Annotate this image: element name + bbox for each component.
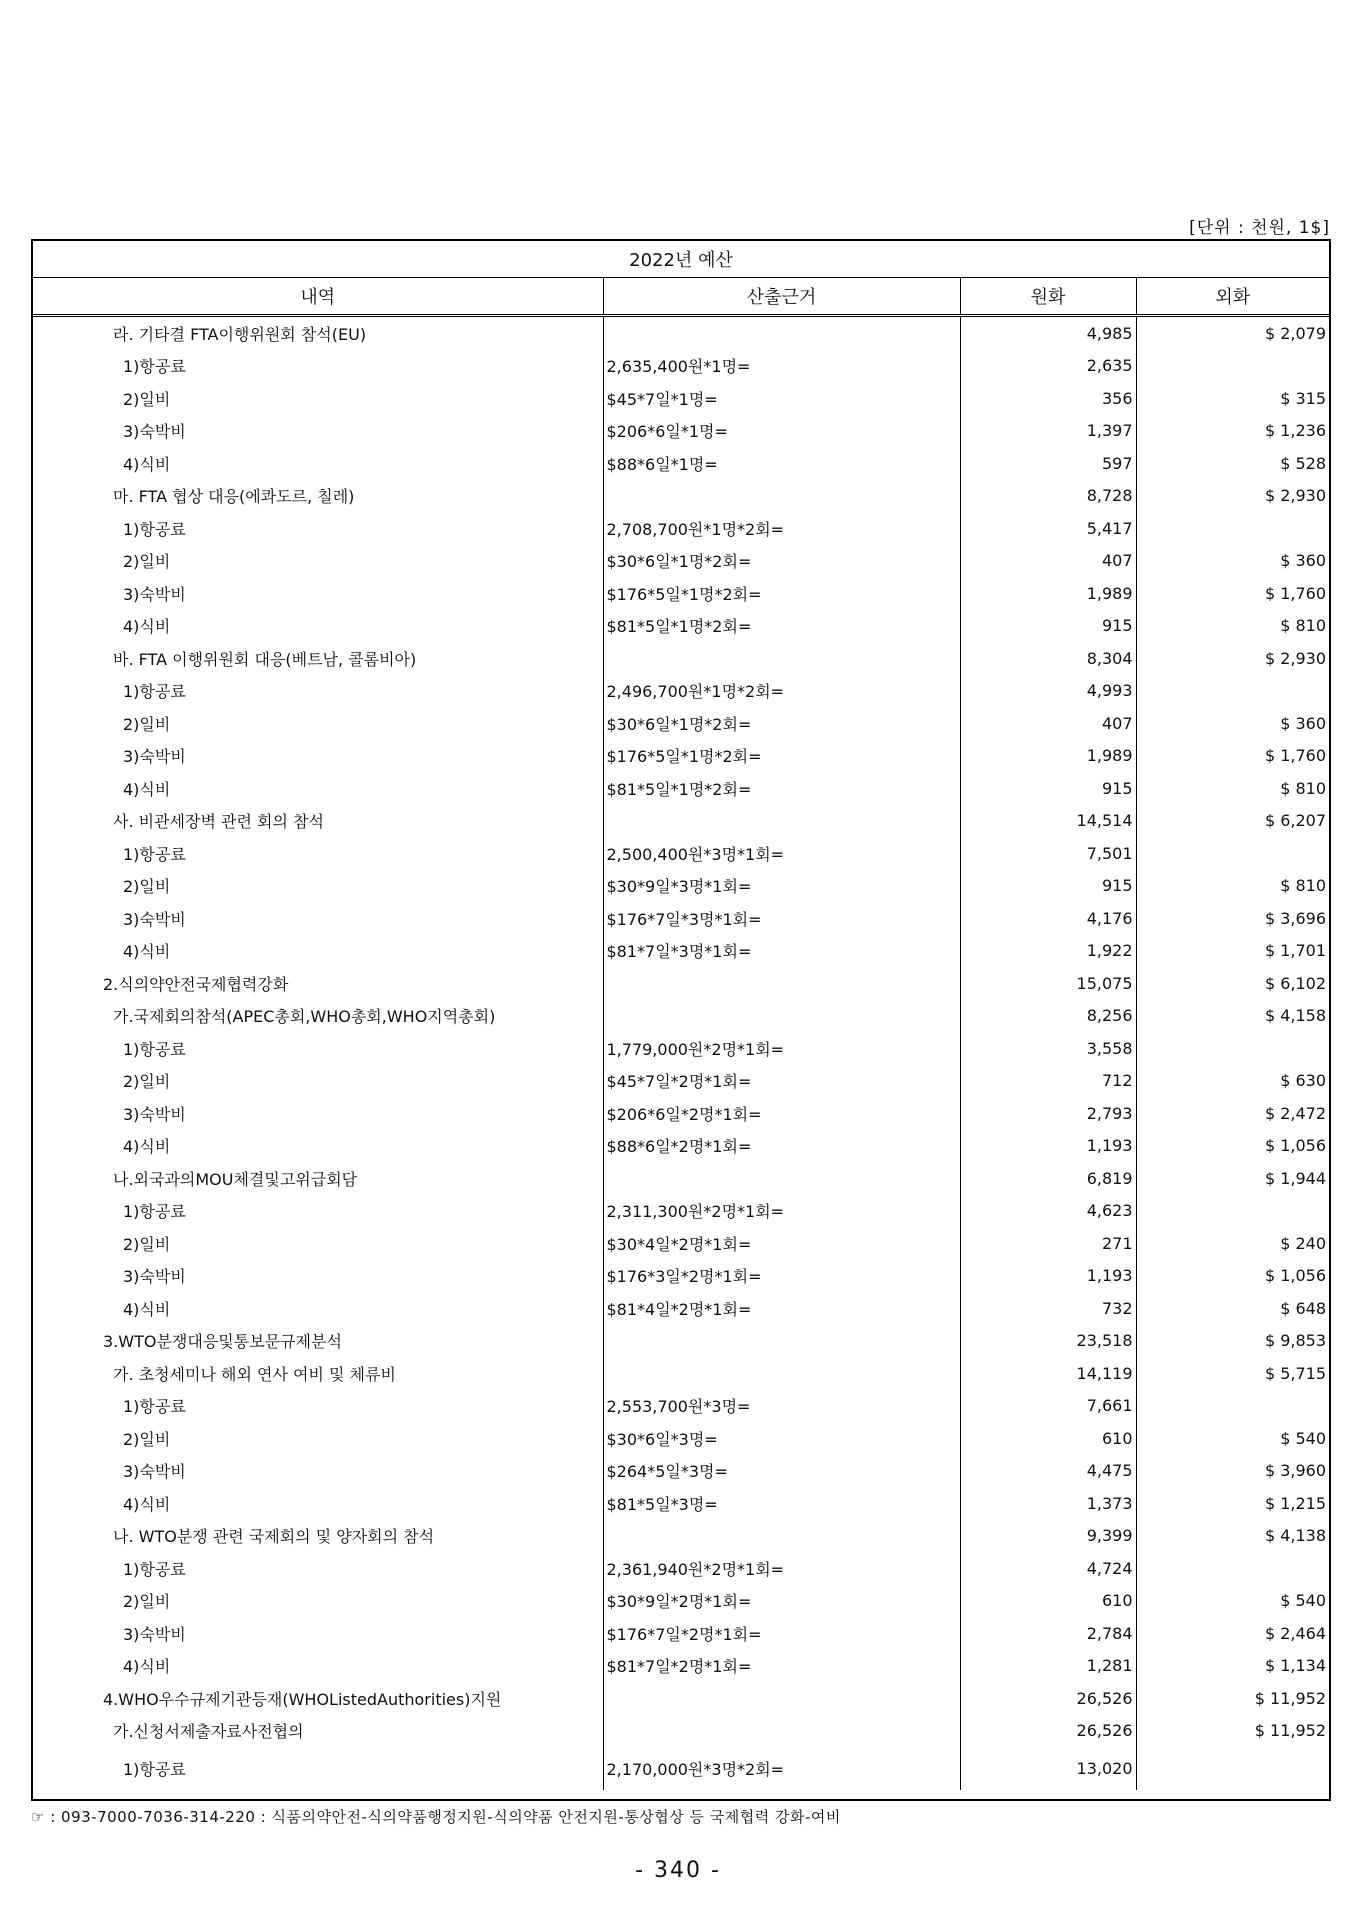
row-krw: 4,475 xyxy=(960,1455,1136,1488)
row-desc: 2)일비 xyxy=(123,552,171,572)
row-desc: 3)숙박비 xyxy=(123,1267,186,1287)
row-desc: 4)식비 xyxy=(123,454,171,474)
row-desc: 3.WTO분쟁대응및통보문규제분석 xyxy=(103,1332,342,1352)
row-basis: 2,500,400원*3명*1회= xyxy=(603,837,960,870)
row-fx: $ 1,944 xyxy=(1136,1162,1329,1195)
table-row xyxy=(33,1390,1329,1423)
row-desc: 2)일비 xyxy=(123,714,171,734)
table-row xyxy=(33,1455,1329,1488)
table-row xyxy=(33,1065,1329,1098)
row-desc: 라. 기타결 FTA이행위원회 참석(EU) xyxy=(113,324,367,344)
row-fx: $ 540 xyxy=(1136,1585,1329,1618)
row-krw: 407 xyxy=(960,545,1136,578)
row-desc: 1)항공료 xyxy=(123,844,186,864)
row-fx: $ 2,464 xyxy=(1136,1617,1329,1650)
row-krw: 23,518 xyxy=(960,1325,1136,1358)
table-row xyxy=(33,642,1329,675)
row-krw: 7,661 xyxy=(960,1390,1136,1423)
row-desc: 나. WTO분쟁 관련 국제회의 및 양자회의 참석 xyxy=(113,1527,435,1547)
row-basis: $81*7일*2명*1회= xyxy=(603,1650,960,1683)
row-fx: $ 648 xyxy=(1136,1292,1329,1325)
table-row xyxy=(33,1000,1329,1033)
row-fx: $ 360 xyxy=(1136,707,1329,740)
row-krw: 14,119 xyxy=(960,1357,1136,1390)
row-desc: 1)항공료 xyxy=(123,1760,186,1779)
row-fx: $ 528 xyxy=(1136,447,1329,480)
row-basis xyxy=(603,1682,960,1715)
row-desc: 1)항공료 xyxy=(123,682,186,702)
row-fx: $ 810 xyxy=(1136,870,1329,903)
unit-label: [단위 : 천원, 1$] xyxy=(1189,218,1330,238)
table-row xyxy=(33,1162,1329,1195)
row-krw: 915 xyxy=(960,772,1136,805)
row-basis xyxy=(603,1000,960,1033)
table-row xyxy=(33,1682,1329,1715)
row-krw: 8,304 xyxy=(960,642,1136,675)
row-desc: 나.외국과의MOU체결및고위급회담 xyxy=(113,1169,358,1189)
column-header-basis: 산출근거 xyxy=(603,278,960,316)
row-krw: 1,989 xyxy=(960,577,1136,610)
row-basis: 2,311,300원*2명*1회= xyxy=(603,1195,960,1228)
row-basis: $30*9일*2명*1회= xyxy=(603,1585,960,1618)
row-fx xyxy=(1136,350,1329,383)
table-row xyxy=(33,545,1329,578)
table-row xyxy=(33,1357,1329,1390)
row-desc: 3)숙박비 xyxy=(123,584,186,604)
table-row xyxy=(33,316,1329,350)
row-basis: $81*7일*3명*1회= xyxy=(603,935,960,968)
row-fx: $ 1,056 xyxy=(1136,1130,1329,1163)
row-desc: 2)일비 xyxy=(123,1072,171,1092)
row-basis: $30*9일*3명*1회= xyxy=(603,870,960,903)
row-desc: 4)식비 xyxy=(123,1657,171,1677)
row-fx: $ 2,079 xyxy=(1136,316,1329,350)
table-row xyxy=(33,935,1329,968)
row-desc: 1)항공료 xyxy=(123,1397,186,1417)
table-row xyxy=(33,707,1329,740)
row-basis: $176*3일*2명*1회= xyxy=(603,1260,960,1293)
row-desc: 4)식비 xyxy=(123,779,171,799)
row-fx: $ 2,930 xyxy=(1136,642,1329,675)
table-row xyxy=(33,1747,1329,1790)
row-fx: $ 2,930 xyxy=(1136,480,1329,513)
row-desc: 마. FTA 협상 대응(에콰도르, 칠레) xyxy=(113,487,355,507)
row-fx: $ 1,760 xyxy=(1136,577,1329,610)
row-krw: 4,724 xyxy=(960,1552,1136,1585)
row-fx: $ 810 xyxy=(1136,772,1329,805)
budget-table-frame xyxy=(31,239,1331,1801)
row-fx xyxy=(1136,837,1329,870)
row-basis: $264*5일*3명= xyxy=(603,1455,960,1488)
row-krw: 8,728 xyxy=(960,480,1136,513)
row-fx xyxy=(1136,512,1329,545)
row-krw: 1,989 xyxy=(960,740,1136,773)
row-basis: $45*7일*2명*1회= xyxy=(603,1065,960,1098)
column-header-desc: 내역 xyxy=(33,278,603,316)
row-basis: $81*5일*3명= xyxy=(603,1487,960,1520)
row-fx: $ 4,138 xyxy=(1136,1520,1329,1553)
row-desc: 3)숙박비 xyxy=(123,747,186,767)
table-row xyxy=(33,1715,1329,1748)
row-basis: $88*6일*1명= xyxy=(603,447,960,480)
footnote: ☞ : 093-7000-7036-314-220 : 식품의약안전-식의약품행정지원-식의약품 안전지원-통상협상 등 국제협력 강화-여비 xyxy=(31,1808,841,1826)
table-row xyxy=(33,772,1329,805)
row-basis: 2,708,700원*1명*2회= xyxy=(603,512,960,545)
row-basis: $81*4일*2명*1회= xyxy=(603,1292,960,1325)
table-row xyxy=(33,1422,1329,1455)
page-number: - 340 - xyxy=(635,1858,721,1883)
row-fx xyxy=(1136,1390,1329,1423)
row-desc: 4)식비 xyxy=(123,617,171,637)
row-fx xyxy=(1136,1747,1329,1790)
table-row xyxy=(33,1520,1329,1553)
row-fx: $ 540 xyxy=(1136,1422,1329,1455)
row-krw: 7,501 xyxy=(960,837,1136,870)
row-basis xyxy=(603,316,960,350)
table-row xyxy=(33,447,1329,480)
row-krw: 712 xyxy=(960,1065,1136,1098)
table-row xyxy=(33,1487,1329,1520)
row-basis: 2,553,700원*3명= xyxy=(603,1390,960,1423)
table-row xyxy=(33,870,1329,903)
row-krw: 356 xyxy=(960,382,1136,415)
table-row xyxy=(33,967,1329,1000)
table-row xyxy=(33,1195,1329,1228)
row-desc: 1)항공료 xyxy=(123,1039,186,1059)
table-row xyxy=(33,740,1329,773)
row-basis: $176*5일*1명*2회= xyxy=(603,577,960,610)
row-basis: 2,496,700원*1명*2회= xyxy=(603,675,960,708)
row-basis: 2,635,400원*1명= xyxy=(603,350,960,383)
row-fx: $ 1,760 xyxy=(1136,740,1329,773)
row-fx: $ 810 xyxy=(1136,610,1329,643)
row-basis: $176*5일*1명*2회= xyxy=(603,740,960,773)
table-row xyxy=(33,1617,1329,1650)
row-fx: $ 11,952 xyxy=(1136,1682,1329,1715)
row-krw: 9,399 xyxy=(960,1520,1136,1553)
table-body xyxy=(33,316,1329,1791)
row-desc: 4)식비 xyxy=(123,1137,171,1157)
table-row xyxy=(33,902,1329,935)
row-fx: $ 3,960 xyxy=(1136,1455,1329,1488)
table-row xyxy=(33,382,1329,415)
row-basis: $45*7일*1명= xyxy=(603,382,960,415)
row-krw: 2,793 xyxy=(960,1097,1136,1130)
row-basis: $81*5일*1명*2회= xyxy=(603,610,960,643)
row-krw: 610 xyxy=(960,1585,1136,1618)
row-desc: 가.국제회의참석(APEC총회,WHO총회,WHO지역총회) xyxy=(113,1007,496,1027)
row-basis xyxy=(603,1715,960,1748)
row-desc: 1)항공료 xyxy=(123,1559,186,1579)
table-row xyxy=(33,350,1329,383)
row-fx: $ 1,134 xyxy=(1136,1650,1329,1683)
budget-title-header: 2022년 예산 xyxy=(33,241,1329,278)
row-basis: $30*6일*1명*2회= xyxy=(603,545,960,578)
table-row xyxy=(33,805,1329,838)
row-krw: 1,193 xyxy=(960,1260,1136,1293)
row-basis: 1,779,000원*2명*1회= xyxy=(603,1032,960,1065)
row-desc: 3)숙박비 xyxy=(123,909,186,929)
row-desc: 3)숙박비 xyxy=(123,1104,186,1124)
row-fx: $ 3,696 xyxy=(1136,902,1329,935)
row-krw: 271 xyxy=(960,1227,1136,1260)
table-row xyxy=(33,1227,1329,1260)
row-desc: 2)일비 xyxy=(123,877,171,897)
row-fx: $ 11,952 xyxy=(1136,1715,1329,1748)
row-krw: 1,281 xyxy=(960,1650,1136,1683)
row-desc: 가. 초청세미나 해외 연사 여비 및 체류비 xyxy=(113,1364,396,1384)
row-basis xyxy=(603,967,960,1000)
table-row xyxy=(33,1130,1329,1163)
row-desc: 4)식비 xyxy=(123,1494,171,1514)
row-krw: 1,397 xyxy=(960,415,1136,448)
table-row xyxy=(33,480,1329,513)
row-krw: 4,623 xyxy=(960,1195,1136,1228)
row-desc: 2)일비 xyxy=(123,389,171,409)
row-desc: 4)식비 xyxy=(123,942,171,962)
table-row xyxy=(33,1585,1329,1618)
row-basis: $176*7일*3명*1회= xyxy=(603,902,960,935)
table-row xyxy=(33,1032,1329,1065)
table-row xyxy=(33,1097,1329,1130)
table-row xyxy=(33,837,1329,870)
row-fx: $ 9,853 xyxy=(1136,1325,1329,1358)
row-basis xyxy=(603,1325,960,1358)
table-row xyxy=(33,1552,1329,1585)
row-desc: 1)항공료 xyxy=(123,357,186,377)
row-fx xyxy=(1136,1552,1329,1585)
row-desc: 3)숙박비 xyxy=(123,1462,186,1482)
column-header-fx: 외화 xyxy=(1136,278,1329,316)
row-fx: $ 5,715 xyxy=(1136,1357,1329,1390)
row-fx: $ 6,207 xyxy=(1136,805,1329,838)
row-krw: 15,075 xyxy=(960,967,1136,1000)
row-krw: 26,526 xyxy=(960,1682,1136,1715)
row-krw: 26,526 xyxy=(960,1715,1136,1748)
row-basis: $206*6일*1명= xyxy=(603,415,960,448)
row-fx: $ 315 xyxy=(1136,382,1329,415)
row-desc: 2)일비 xyxy=(123,1429,171,1449)
row-krw: 8,256 xyxy=(960,1000,1136,1033)
row-krw: 610 xyxy=(960,1422,1136,1455)
row-basis xyxy=(603,1357,960,1390)
table-row xyxy=(33,1650,1329,1683)
row-krw: 3,558 xyxy=(960,1032,1136,1065)
row-krw: 6,819 xyxy=(960,1162,1136,1195)
row-krw: 14,514 xyxy=(960,805,1136,838)
row-desc: 바. FTA 이행위원회 대응(베트남, 콜롬비아) xyxy=(113,649,417,669)
row-desc: 2.식의약안전국제협력강화 xyxy=(103,974,289,994)
table-row xyxy=(33,675,1329,708)
row-basis: $30*4일*2명*1회= xyxy=(603,1227,960,1260)
table-row xyxy=(33,1260,1329,1293)
row-desc: 2)일비 xyxy=(123,1592,171,1612)
table-row xyxy=(33,1292,1329,1325)
row-fx xyxy=(1136,675,1329,708)
row-desc: 1)항공료 xyxy=(123,519,186,539)
row-krw: 732 xyxy=(960,1292,1136,1325)
row-krw: 597 xyxy=(960,447,1136,480)
budget-table xyxy=(33,241,1329,1790)
row-basis xyxy=(603,1520,960,1553)
row-krw: 4,985 xyxy=(960,316,1136,350)
row-basis: $176*7일*2명*1회= xyxy=(603,1617,960,1650)
row-krw: 1,373 xyxy=(960,1487,1136,1520)
row-fx: $ 1,236 xyxy=(1136,415,1329,448)
row-basis: 2,170,000원*3명*2회= xyxy=(603,1747,960,1790)
row-basis: $30*6일*3명= xyxy=(603,1422,960,1455)
row-krw: 1,193 xyxy=(960,1130,1136,1163)
row-fx: $ 360 xyxy=(1136,545,1329,578)
row-fx: $ 2,472 xyxy=(1136,1097,1329,1130)
row-krw: 915 xyxy=(960,610,1136,643)
row-krw: 4,176 xyxy=(960,902,1136,935)
row-fx xyxy=(1136,1195,1329,1228)
row-basis: 2,361,940원*2명*1회= xyxy=(603,1552,960,1585)
table-row xyxy=(33,415,1329,448)
row-basis: $88*6일*2명*1회= xyxy=(603,1130,960,1163)
row-basis: $206*6일*2명*1회= xyxy=(603,1097,960,1130)
table-row xyxy=(33,577,1329,610)
row-fx: $ 1,701 xyxy=(1136,935,1329,968)
row-fx: $ 630 xyxy=(1136,1065,1329,1098)
row-krw: 407 xyxy=(960,707,1136,740)
row-fx: $ 1,215 xyxy=(1136,1487,1329,1520)
row-fx xyxy=(1136,1032,1329,1065)
row-krw: 915 xyxy=(960,870,1136,903)
row-krw: 2,635 xyxy=(960,350,1136,383)
row-krw: 4,993 xyxy=(960,675,1136,708)
row-desc: 가.신청서제출자료사전협의 xyxy=(113,1722,304,1742)
row-krw: 5,417 xyxy=(960,512,1136,545)
row-krw: 13,020 xyxy=(960,1747,1136,1790)
column-header-krw: 원화 xyxy=(960,278,1136,316)
row-basis xyxy=(603,1162,960,1195)
row-desc: 3)숙박비 xyxy=(123,1624,186,1644)
table-row xyxy=(33,512,1329,545)
table-row xyxy=(33,610,1329,643)
row-desc: 4.WHO우수규제기관등재(WHOListedAuthorities)지원 xyxy=(103,1689,502,1709)
row-basis: $81*5일*1명*2회= xyxy=(603,772,960,805)
row-desc: 4)식비 xyxy=(123,1299,171,1319)
row-krw: 1,922 xyxy=(960,935,1136,968)
row-desc: 1)항공료 xyxy=(123,1202,186,1222)
row-basis xyxy=(603,642,960,675)
row-desc: 3)숙박비 xyxy=(123,422,186,442)
row-fx: $ 6,102 xyxy=(1136,967,1329,1000)
row-fx: $ 4,158 xyxy=(1136,1000,1329,1033)
row-fx: $ 1,056 xyxy=(1136,1260,1329,1293)
row-desc: 사. 비관세장벽 관련 회의 참석 xyxy=(113,812,324,832)
row-basis xyxy=(603,805,960,838)
row-fx: $ 240 xyxy=(1136,1227,1329,1260)
table-row xyxy=(33,1325,1329,1358)
row-basis: $30*6일*1명*2회= xyxy=(603,707,960,740)
row-basis xyxy=(603,480,960,513)
row-desc: 2)일비 xyxy=(123,1234,171,1254)
row-krw: 2,784 xyxy=(960,1617,1136,1650)
